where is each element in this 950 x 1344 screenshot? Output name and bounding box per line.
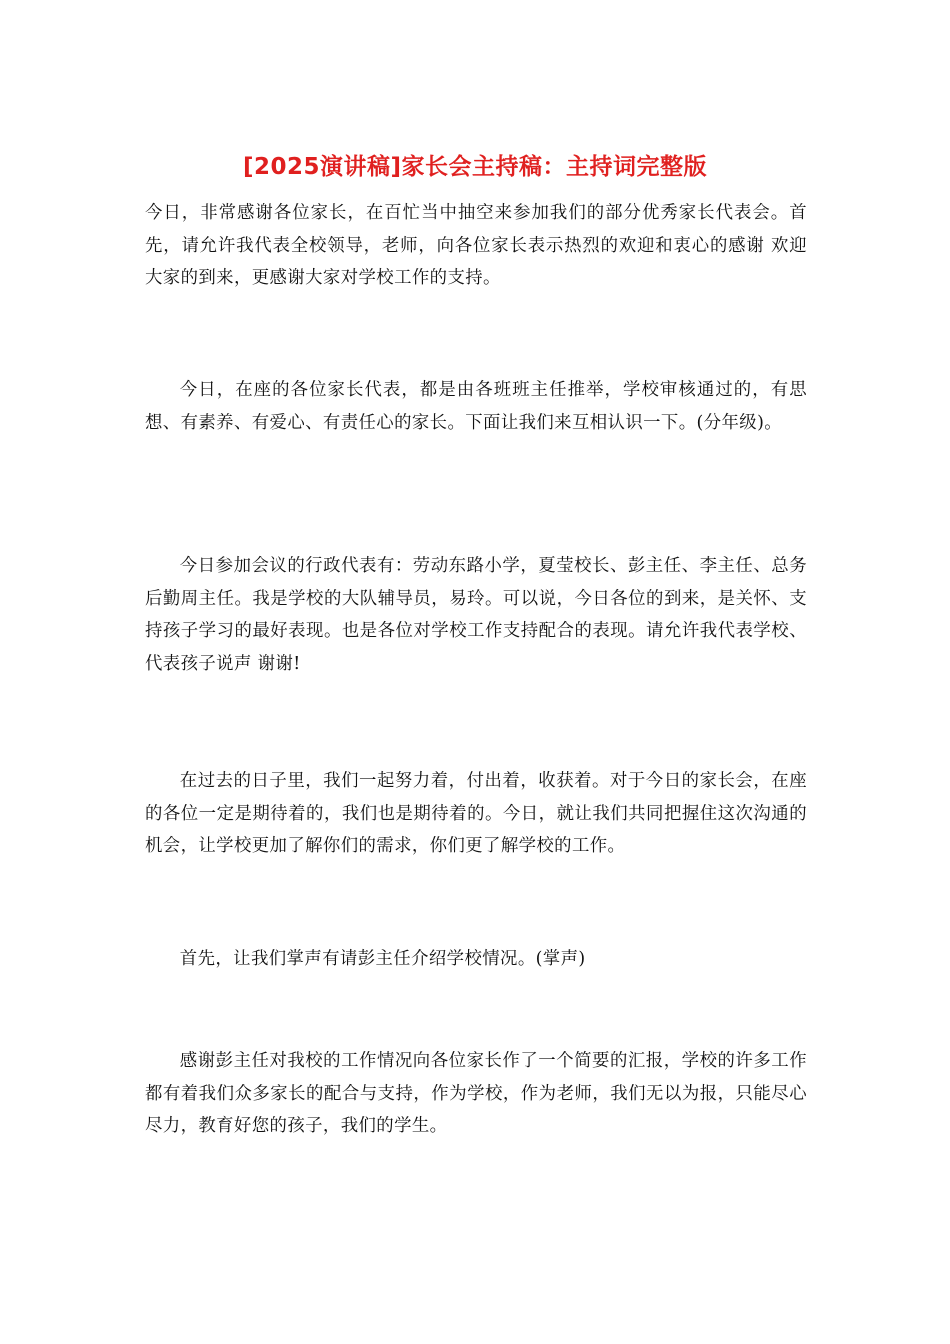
document-title: [2025演讲稿]家长会主持稿：主持词完整版 [242, 154, 708, 180]
paragraph-parent-representatives: 今日，在座的各位家长代表，都是由各班班主任推举，学校审核通过的，有思想、有素养、有爱心、有责任心的家长。下面让我们来互相认识一下。(分年级)。 [145, 380, 807, 433]
paragraph-introduce-director: 首先，让我们掌声有请彭主任介绍学校情况。(掌声) [179, 949, 586, 969]
paragraph-thanks-director: 感谢彭主任对我校的工作情况向各位家长作了一个简要的汇报，学校的许多工作都有着我们众多家长的配合与支持，作为学校，作为老师，我们无以为报，只能尽心尽力，教育好您的孩子，我们的学生。 [145, 1051, 807, 1136]
paragraph-opening: 今日，非常感谢各位家长，在百忙当中抽空来参加我们的部分优秀家长代表会。首先，请允许我代表全校领导，老师，向各位家长表示热烈的欢迎和衷心的感谢 欢迎大家的到来，更感谢大家对学校工作的支持。 [145, 203, 807, 288]
paragraph-administrative-representatives: 今日参加会议的行政代表有：劳动东路小学，夏莹校长、彭主任、李主任、总务后勤周主任。我是学校的大队辅导员，易玲。可以说，今日各位的到来，是关怀、支持孩子学习的最好表现。也是各位对学校工作支持配合的表现。请允许我代表学校、代表孩子说声 谢谢! [145, 556, 807, 674]
paragraph-past-days: 在过去的日子里，我们一起努力着，付出着，收获着。对于今日的家长会，在座的各位一定是期待着的，我们也是期待着的。今日，就让我们共同把握住这次沟通的机会，让学校更加了解你们的需求，你们更了解学校的工作。 [145, 771, 807, 856]
